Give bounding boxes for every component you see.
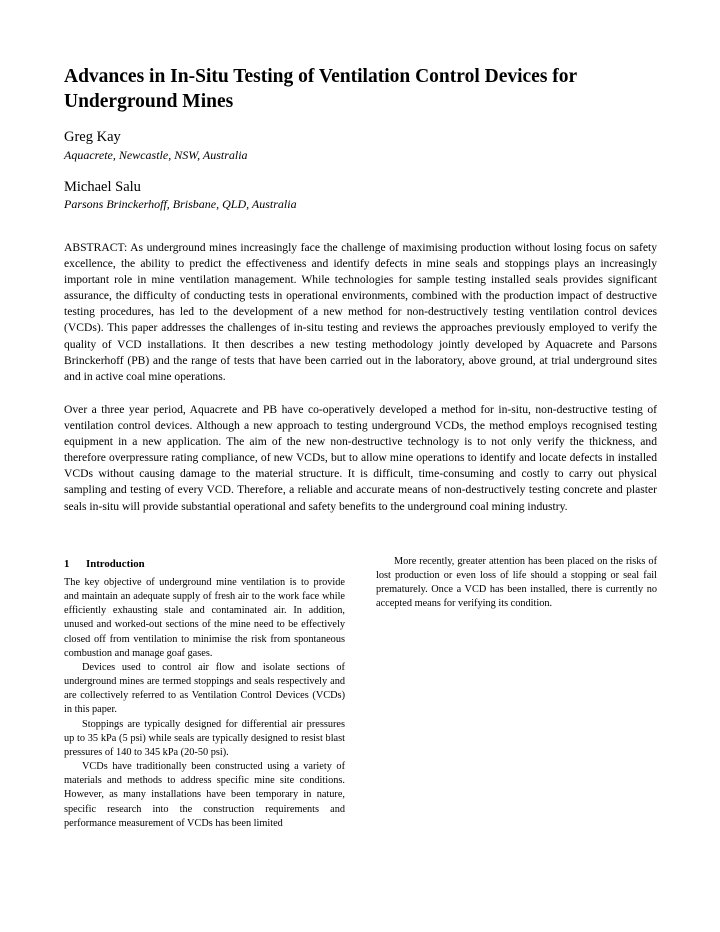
right-column <box>376 555 657 612</box>
abstract-paragraph-1: ABSTRACT: As underground mines increasingly face the challenge of maximising production without losing focus on safety excellence, the ability to predict the effectiveness and identify defects in mine seals and stoppings plays an increasingly important role in mine ventilation management. While technologies for sample testing installed seals provides significant assurance, the difficulty of conducting tests in operational environments, combined with the production impact of destructive testing procedures, has led to the development of a new method for non-destructively testing ventilation control devices (VCDs). This paper addresses the challenges of in-situ testing and reviews the approaches previously employed to verify the quality of VCD installations. It then describes a new testing methodology jointly developed by Aquacrete and Parsons Brinckerhoff (PB) and the range of tests that have been carried out in the laboratory, above ground, at trial underground sites and in active coal mine operations. <box>64 241 657 383</box>
section-title: Introduction <box>86 558 145 570</box>
paper-title: Advances in In-Situ Testing of Ventilation Control Devices for Underground Mines <box>64 66 577 112</box>
author-affiliation-1: Aquacrete, Newcastle, NSW, Australia <box>64 148 248 162</box>
intro-paragraph-3: Stoppings are typically designed for differential air pressures up to 35 kPa (5 psi) while seals are typically designed to resist blast pressures of 140 to 345 kPa (20-50 psi). <box>64 718 345 758</box>
intro-paragraph-1: The key objective of underground mine ventilation is to provide and maintain an adequate supply of fresh air to the work face while efficiently exhausting stale and contaminated air. In addition, unused and worked-out sections of the mine need to be effectively closed off from ventilation to minimise the risk from spontaneous combustion and manage goaf gases. <box>64 577 345 659</box>
intro-paragraph-5: More recently, greater attention has been placed on the risks of lost production or even loss of life should a stopping or seal fail prematurely. Once a VCD has been installed, there is currently no accepted means for verifying its condition. <box>376 556 657 610</box>
intro-paragraph-4: VCDs have traditionally been constructed using a variety of materials and methods to address specific mine site conditions. However, as many installations have been temporary in nature, specific research into the construction requirements and performance measurement of VCDs has been limited <box>64 761 345 829</box>
author-name-2: Michael Salu <box>64 179 141 195</box>
intro-paragraph-2: Devices used to control air flow and isolate sections of underground mines are termed stoppings and seals respectively and are collectively referred to as Ventilation Control Devices (VCDs) in this paper. <box>64 661 345 716</box>
left-column <box>64 557 345 831</box>
author-name-1: Greg Kay <box>64 129 121 145</box>
section-number: 1 <box>64 558 70 570</box>
section-heading-introduction <box>64 557 345 572</box>
author-affiliation-2: Parsons Brinckerhoff, Brisbane, QLD, Australia <box>64 197 297 211</box>
abstract-paragraph-2: Over a three year period, Aquacrete and PB have co-operatively developed a method for in-situ, non-destructive testing of ventilation control devices. Although a new approach to testing underground VCDs, the method employs recognised testing equipment in a new application. The aim of the new non-destructive technology is to not only verify the thickness, and therefore overpressure rating compliance, of new VCDs, but to allow mine operations to identify and locate defects in installed VCDs without causing damage to the material structure. It is difficult, time-consuming and costly to carry out physical sampling and testing of every VCD. Therefore, a reliable and accurate means of non-destructively testing concrete and plaster seals in-situ will provide substantial operational and safety benefits to the underground coal mining industry. <box>64 403 657 513</box>
